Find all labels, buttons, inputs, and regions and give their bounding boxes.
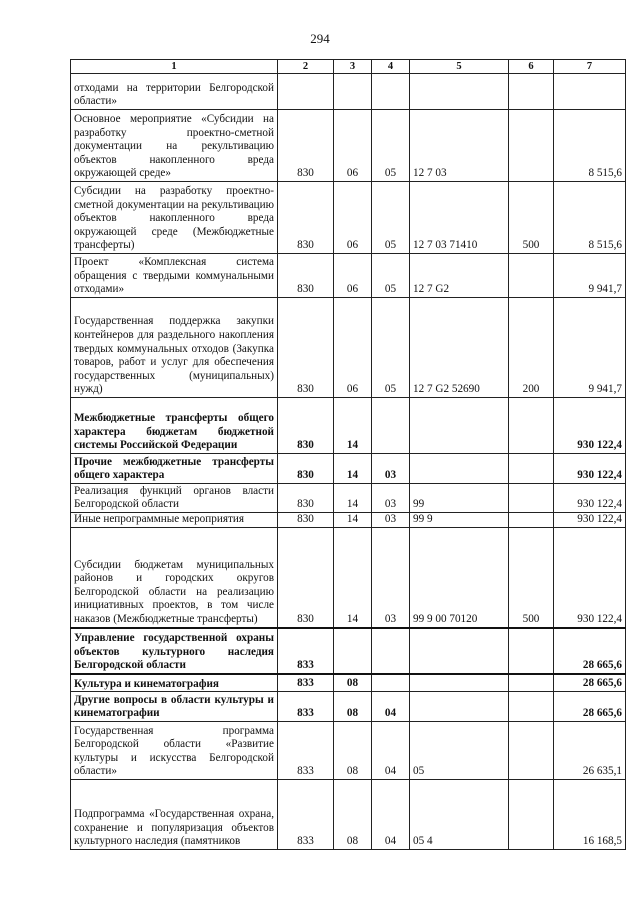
cell-expense-type xyxy=(509,254,554,298)
cell-ministry-code: 830 xyxy=(278,182,334,254)
cell-ministry-code: 833 xyxy=(278,674,334,692)
cell-name: Управление государственной охраны объектов культурного наследия Белгородской области xyxy=(71,628,278,674)
cell-ministry-code: 830 xyxy=(278,454,334,484)
table-row xyxy=(71,628,626,674)
cell-expense-type xyxy=(509,692,554,722)
cell-target-article xyxy=(410,454,509,484)
cell-section-code: 08 xyxy=(334,780,372,850)
table-row xyxy=(71,298,626,398)
cell-name: отходами на территории Белгородской области» xyxy=(71,74,278,110)
cell-amount: 930 122,4 xyxy=(554,454,626,484)
header-col-1: 1 xyxy=(71,60,278,74)
cell-section-code: 06 xyxy=(334,298,372,398)
cell-name: Другие вопросы в области культуры и кинематографии xyxy=(71,692,278,722)
cell-expense-type xyxy=(509,110,554,182)
cell-target-article: 05 xyxy=(410,722,509,780)
cell-amount: 28 665,6 xyxy=(554,674,626,692)
cell-subsection-code xyxy=(372,74,410,110)
cell-name: Государственная программа Белгородской области «Развитие культуры и искусства Белгородской области» xyxy=(71,722,278,780)
cell-section-code: 06 xyxy=(334,254,372,298)
cell-ministry-code: 833 xyxy=(278,692,334,722)
cell-amount: 9 941,7 xyxy=(554,298,626,398)
table-row xyxy=(71,484,626,513)
cell-amount: 8 515,6 xyxy=(554,110,626,182)
cell-expense-type: 500 xyxy=(509,528,554,628)
cell-section-code: 14 xyxy=(334,528,372,628)
cell-target-article xyxy=(410,74,509,110)
cell-amount: 28 665,6 xyxy=(554,628,626,674)
cell-subsection-code: 03 xyxy=(372,454,410,484)
cell-name: Иные непрограммные мероприятия xyxy=(71,513,278,528)
cell-name: Реализация функций органов власти Белгородской области xyxy=(71,484,278,513)
header-col-4: 4 xyxy=(372,60,410,74)
cell-subsection-code: 05 xyxy=(372,298,410,398)
cell-expense-type xyxy=(509,484,554,513)
header-row xyxy=(71,60,626,74)
cell-expense-type xyxy=(509,454,554,484)
cell-subsection-code: 03 xyxy=(372,484,410,513)
cell-target-article xyxy=(410,692,509,722)
cell-expense-type xyxy=(509,780,554,850)
cell-section-code: 14 xyxy=(334,454,372,484)
cell-ministry-code xyxy=(278,74,334,110)
cell-name: Проект «Комплексная система обращения с твердыми коммунальными отходами» xyxy=(71,254,278,298)
cell-target-article: 99 9 xyxy=(410,513,509,528)
cell-target-article: 12 7 G2 xyxy=(410,254,509,298)
table-row xyxy=(71,528,626,628)
cell-subsection-code: 04 xyxy=(372,722,410,780)
table-row xyxy=(71,454,626,484)
cell-section-code: 14 xyxy=(334,513,372,528)
cell-amount: 9 941,7 xyxy=(554,254,626,298)
cell-section-code: 14 xyxy=(334,484,372,513)
cell-ministry-code: 830 xyxy=(278,513,334,528)
cell-ministry-code: 830 xyxy=(278,484,334,513)
header-col-6: 6 xyxy=(509,60,554,74)
cell-ministry-code: 833 xyxy=(278,722,334,780)
cell-ministry-code: 830 xyxy=(278,254,334,298)
cell-subsection-code: 05 xyxy=(372,110,410,182)
cell-amount: 28 665,6 xyxy=(554,692,626,722)
cell-subsection-code: 05 xyxy=(372,182,410,254)
header-col-5: 5 xyxy=(410,60,509,74)
budget-table xyxy=(70,59,626,850)
cell-name: Субсидии на разработку проектно-сметной документации на рекультивацию объектов накопленного вреда окружающей среде (Межбюджетные трансферты) xyxy=(71,182,278,254)
cell-amount: 930 122,4 xyxy=(554,513,626,528)
cell-expense-type: 200 xyxy=(509,298,554,398)
cell-target-article: 99 xyxy=(410,484,509,513)
cell-expense-type xyxy=(509,74,554,110)
header-col-3: 3 xyxy=(334,60,372,74)
cell-section-code: 06 xyxy=(334,182,372,254)
cell-name: Культура и кинематография xyxy=(71,674,278,692)
cell-target-article xyxy=(410,674,509,692)
cell-name: Межбюджетные трансферты общего характера бюджетам бюджетной системы Российской Федерации xyxy=(71,398,278,454)
cell-expense-type xyxy=(509,722,554,780)
cell-section-code xyxy=(334,628,372,674)
table-row xyxy=(71,182,626,254)
table-row xyxy=(71,110,626,182)
table-row xyxy=(71,513,626,528)
cell-expense-type xyxy=(509,398,554,454)
cell-ministry-code: 833 xyxy=(278,780,334,850)
cell-target-article: 05 4 xyxy=(410,780,509,850)
cell-name: Прочие межбюджетные трансферты общего характера xyxy=(71,454,278,484)
cell-name: Основное мероприятие «Субсидии на разработку проектно-сметной документации на рекультивацию объектов накопленного вреда окружающей среде» xyxy=(71,110,278,182)
cell-target-article: 99 9 00 70120 xyxy=(410,528,509,628)
cell-subsection-code: 05 xyxy=(372,254,410,298)
table-row xyxy=(71,254,626,298)
cell-expense-type xyxy=(509,628,554,674)
header-col-2: 2 xyxy=(278,60,334,74)
table-row xyxy=(71,74,626,110)
cell-target-article: 12 7 03 71410 xyxy=(410,182,509,254)
cell-ministry-code: 830 xyxy=(278,110,334,182)
cell-amount xyxy=(554,74,626,110)
cell-ministry-code: 833 xyxy=(278,628,334,674)
cell-subsection-code: 03 xyxy=(372,513,410,528)
cell-subsection-code: 04 xyxy=(372,780,410,850)
cell-section-code: 08 xyxy=(334,674,372,692)
table-row xyxy=(71,722,626,780)
cell-subsection-code xyxy=(372,674,410,692)
cell-ministry-code: 830 xyxy=(278,398,334,454)
cell-target-article xyxy=(410,628,509,674)
cell-section-code: 08 xyxy=(334,692,372,722)
cell-name: Подпрограмма «Государственная охрана, сохранение и популяризация объектов культурного наследия (памятников xyxy=(71,780,278,850)
cell-expense-type xyxy=(509,513,554,528)
cell-amount: 930 122,4 xyxy=(554,398,626,454)
cell-amount: 930 122,4 xyxy=(554,528,626,628)
cell-section-code: 14 xyxy=(334,398,372,454)
cell-section-code: 06 xyxy=(334,110,372,182)
cell-section-code: 08 xyxy=(334,722,372,780)
cell-ministry-code: 830 xyxy=(278,298,334,398)
table-row xyxy=(71,674,626,692)
cell-section-code xyxy=(334,74,372,110)
cell-target-article: 12 7 G2 52690 xyxy=(410,298,509,398)
cell-ministry-code: 830 xyxy=(278,528,334,628)
cell-amount: 26 635,1 xyxy=(554,722,626,780)
cell-subsection-code xyxy=(372,398,410,454)
cell-target-article: 12 7 03 xyxy=(410,110,509,182)
cell-expense-type xyxy=(509,674,554,692)
cell-name: Субсидии бюджетам муниципальных районов и городских округов Белгородской области на реализацию инициативных проектов, в том числе наказов (Межбюджетные трансферты) xyxy=(71,528,278,628)
header-col-7: 7 xyxy=(554,60,626,74)
page-number: 294 xyxy=(310,31,330,46)
table-row xyxy=(71,398,626,454)
cell-expense-type: 500 xyxy=(509,182,554,254)
cell-amount: 8 515,6 xyxy=(554,182,626,254)
cell-amount: 16 168,5 xyxy=(554,780,626,850)
cell-subsection-code: 04 xyxy=(372,692,410,722)
cell-name: Государственная поддержка закупки контейнеров для раздельного накопления твердых коммунальных отходов (Закупка товаров, работ и услуг для обеспечения государственных (муниципальных) нужд) xyxy=(71,298,278,398)
table-row xyxy=(71,692,626,722)
cell-subsection-code: 03 xyxy=(372,528,410,628)
cell-subsection-code xyxy=(372,628,410,674)
table-row xyxy=(71,780,626,850)
cell-amount: 930 122,4 xyxy=(554,484,626,513)
cell-target-article xyxy=(410,398,509,454)
